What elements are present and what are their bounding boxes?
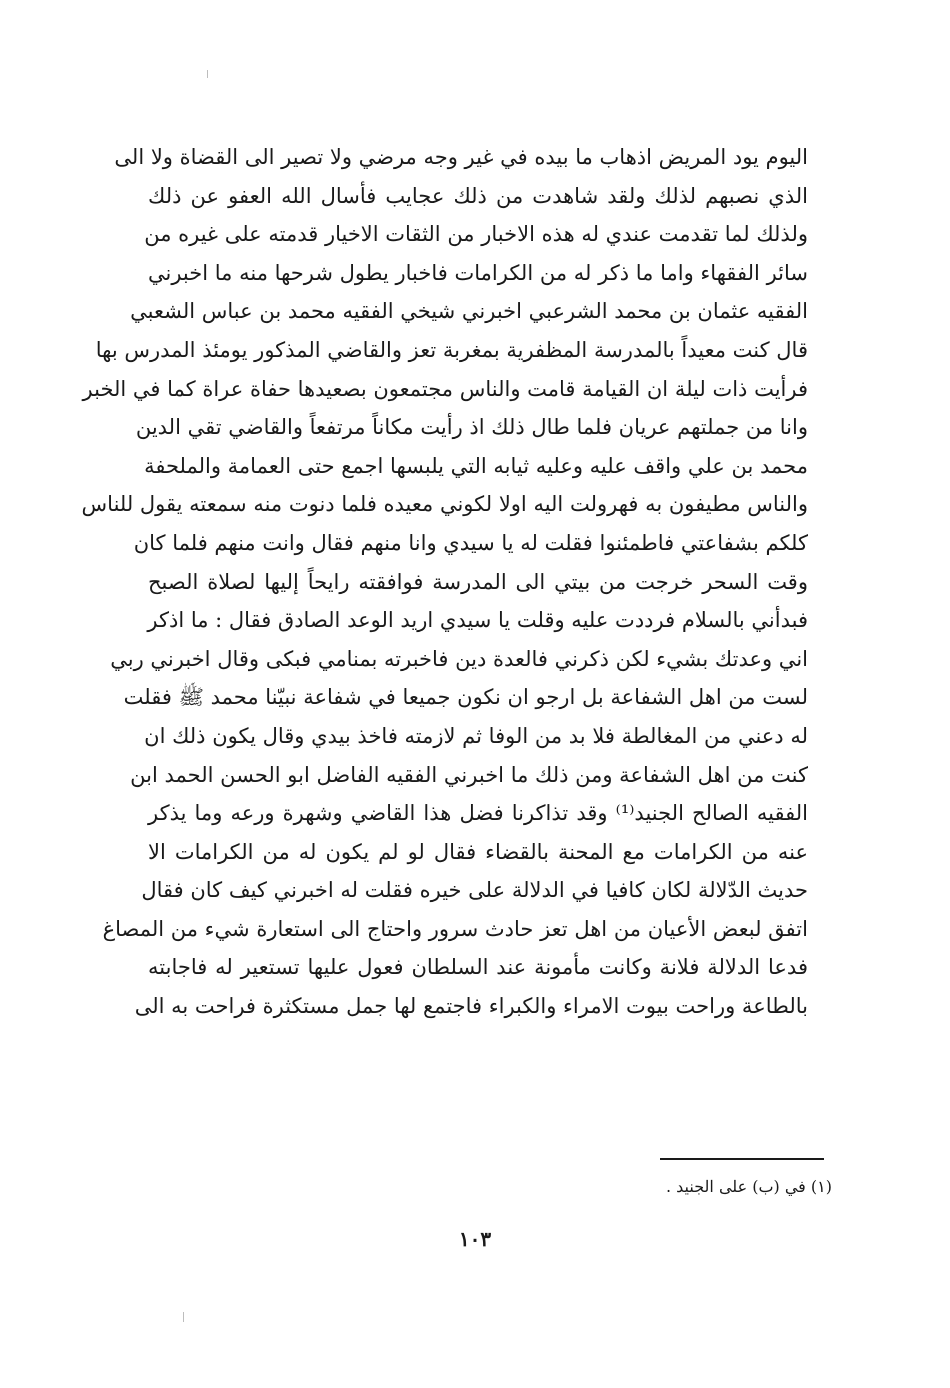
scan-edge-mark-top [207,70,208,78]
text-line: وقت السحر خرجت من بيتي الى المدرسة فوافقته رايحاً إليها لصلاة الصبح [148,569,808,594]
text-line: محمد بن علي واقف عليه وعليه ثيابه التي يلبسها اجمع حتى العمامة والملحفة [144,453,808,478]
main-text-block [81,138,808,1026]
scan-edge-mark-bottom [183,1312,184,1322]
text-line: لست من اهل الشفاعة بل ارجو ان نكون جميعا في شفاعة نبيّنا محمد ﷺ فقلت [123,685,808,710]
text-line: عنه من الكرامات مع المحنة بالقضاء فقال لو لم يكون له من الكرامات الا [148,839,808,864]
text-line: وانا من جملتهم عريان فلما طال ذلك اذ رأيت مكاناً مرتفعاً والقاضي تقي الدين [135,415,808,440]
text-line: الذي نصبهم لذلك ولقد شاهدت من ذلك عجايب فأسال الله العفو عن ذلك [148,183,808,208]
text-line: الفقيه عثمان بن محمد الشرعبي اخبرني شيخي الفقيه محمد بن عباس الشعبي [130,299,808,324]
text-line: سائر الفقهاء واما ما ذكر له من الكرامات فاخبار يطول شرحها منه ما اخبرني [148,260,808,285]
text-line: كنت من اهل الشفاعة ومن ذلك ما اخبرني الفقيه الفاضل ابو الحسن الحمد ابن [130,762,808,787]
footnote-separator [660,1158,824,1160]
text-line: الفقيه الصالح الجنيد⁽¹⁾ وقد تذاكرنا فضل هذا القاضي وشهرة ورعه وما يذكر [148,801,808,826]
text-line: حديث الدّلالة لكان كافيا في الدلالة على خيره فقلت له اخبرني كيف كان فقال [141,878,808,903]
text-line: كلكم بشفاعتي فاطمئنوا فقلت له يا سيدي وانا منهم فقال وانت منهم فلما كان [133,530,808,555]
text-line: اليوم يود المريض اذهاب ما بيده في غير وجه مرضي ولا تصير الى القضاة ولا الى [114,145,808,169]
text-line: ولذلك لما تقدمت عندي له هذه الاخبار من الثقات الاخيار قدمته على غيره من [144,222,808,247]
text-line: فدعا الدلالة فلانة وكانت مأمونة عند السلطان فعول عليها تستعير له فاجابته [148,955,808,980]
text-line: اتفق لبعض الأعيان من اهل تعز حادث سرور واحتاج الى استعارة شيء من المصاغ [102,916,808,941]
page-number: ١٠٣ [458,1227,492,1251]
text-line: له دعني من المغالطة فلا بد من الوفا ثم لازمته فاخذ بيدي وقال يكون ذلك ان [144,723,808,748]
footnote: (١) في (ب) على الجنيد . [665,1177,832,1196]
text-line: فرأيت ذات ليلة ان القيامة قامت والناس مجتمعون بصعيدها حفاة عراة كما في الخبر [82,376,808,401]
text-line: قال كنت معيداً بالمدرسة المظفرية بمغربة تعز والقاضي المذكور يومئذ المدرس بها [95,337,808,362]
text-line: فبدأني بالسلام فرددت عليه وقلت يا سيدي اريد الوعد الصادق فقال : ما اذكر [147,608,808,633]
text-line: بالطاعة وراحت بيوت الامراء والكبراء فاجتمع لها جمل مستكثرة فراحت به الى [134,994,808,1019]
text-line: والناس مطيفون به فهرولت اليه اولا لكوني معيده فلما دنوت منه سمعته يقول للناس [81,492,808,517]
text-line: اني وعدتك بشيء لكن ذكرني فالعدة دين فاخبرته بمنامي فبكى وقال اخبرني ربي [110,646,808,671]
